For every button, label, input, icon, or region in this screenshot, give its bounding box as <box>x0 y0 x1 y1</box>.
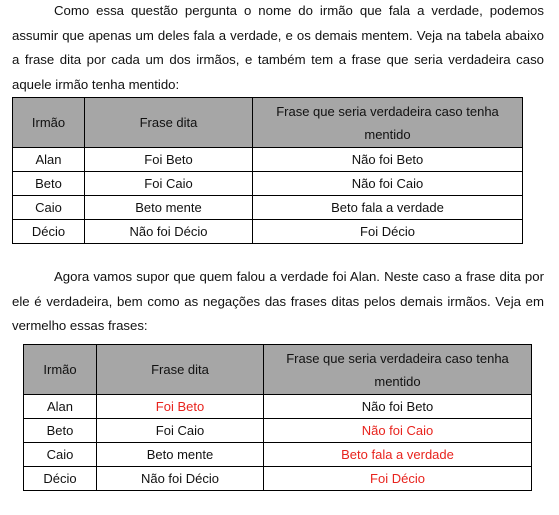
table-row <box>24 395 532 419</box>
cell-frase-verdadeira-highlighted: Foi Décio <box>264 467 532 491</box>
cell-frase-dita: Foi Beto <box>85 148 253 172</box>
cell-frase-dita: Não foi Décio <box>97 467 264 491</box>
cell-irmao: Décio <box>13 220 85 244</box>
cell-frase-dita: Beto mente <box>97 443 264 467</box>
header-frase-verdadeira: Frase que seria verdadeira caso tenha mentido <box>253 98 523 148</box>
cell-frase-dita-highlighted: Foi Beto <box>97 395 264 419</box>
table-header-row <box>24 345 532 395</box>
cell-frase-dita: Foi Caio <box>85 172 253 196</box>
cell-frase-verdadeira: Não foi Beto <box>253 148 523 172</box>
cell-irmao: Beto <box>24 419 97 443</box>
header-frase-dita: Frase dita <box>85 98 253 148</box>
cell-irmao: Caio <box>13 196 85 220</box>
paragraph-intro: Como essa questão pergunta o nome do irmão que fala a verdade, podemos assumir que apenas um deles fala a verdade, e os demais mentem. Veja na tabela abaixo a frase dita por cada um dos irmãos, e também tem a frase que seria verdadeira caso aquele irmão tenha mentido: <box>12 3 544 92</box>
cell-irmao: Caio <box>24 443 97 467</box>
table-row <box>13 172 523 196</box>
cell-frase-verdadeira: Não foi Beto <box>264 395 532 419</box>
cell-frase-dita: Beto mente <box>85 196 253 220</box>
header-irmao: Irmão <box>13 98 85 148</box>
cell-irmao: Alan <box>13 148 85 172</box>
table-row <box>24 467 532 491</box>
statements-table <box>12 97 523 244</box>
header-frase-verdadeira: Frase que seria verdadeira caso tenha mentido <box>264 345 532 395</box>
cell-frase-verdadeira-highlighted: Beto fala a verdade <box>264 443 532 467</box>
alan-truth-table <box>23 344 532 491</box>
table-row <box>24 419 532 443</box>
cell-frase-verdadeira-highlighted: Não foi Caio <box>264 419 532 443</box>
cell-frase-dita: Não foi Décio <box>85 220 253 244</box>
paragraph-alan-hypothesis: Agora vamos supor que quem falou a verdade foi Alan. Neste caso a frase dita por ele é verdadeira, bem como as negações das frases ditas pelos demais irmãos. Veja em vermelho essas frases: <box>12 269 544 333</box>
table-header-row <box>13 98 523 148</box>
cell-irmao: Décio <box>24 467 97 491</box>
cell-irmao: Beto <box>13 172 85 196</box>
cell-frase-verdadeira: Foi Décio <box>253 220 523 244</box>
header-frase-dita: Frase dita <box>97 345 264 395</box>
table-row <box>13 148 523 172</box>
cell-frase-verdadeira: Beto fala a verdade <box>253 196 523 220</box>
header-irmao: Irmão <box>24 345 97 395</box>
cell-frase-verdadeira: Não foi Caio <box>253 172 523 196</box>
cell-irmao: Alan <box>24 395 97 419</box>
table-row <box>24 443 532 467</box>
table-row <box>13 196 523 220</box>
cell-frase-dita: Foi Caio <box>97 419 264 443</box>
table-row <box>13 220 523 244</box>
